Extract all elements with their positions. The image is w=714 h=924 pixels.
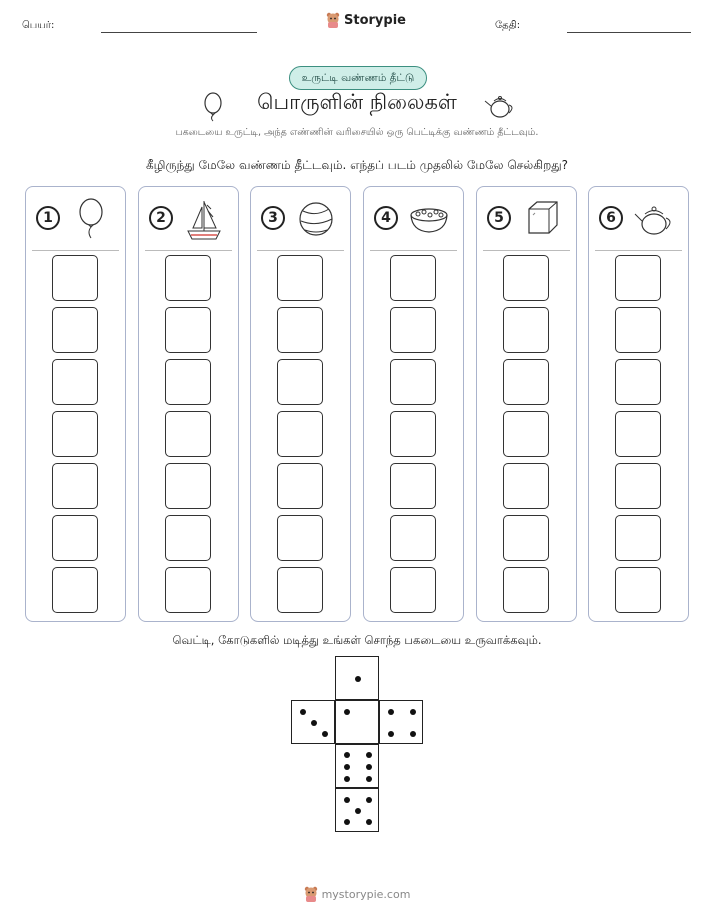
color-box[interactable]: [503, 567, 549, 613]
color-box[interactable]: [277, 411, 323, 457]
footer: [0, 886, 714, 902]
color-box[interactable]: [390, 359, 436, 405]
column-number: 6: [599, 206, 623, 230]
brand-name: Storypie: [344, 12, 406, 28]
page-subtitle: பகடையை உருட்டி, அந்த எண்ணின் வரிசையில் ஒரு பெட்டிக்கு வண்ணம் தீட்டவும்.: [175, 127, 539, 138]
dice-column-3: [250, 186, 351, 622]
bear-mascot-icon: [304, 886, 318, 902]
date-label: தேதி:: [495, 20, 521, 31]
teapot-icon: [484, 92, 516, 120]
color-box[interactable]: [277, 255, 323, 301]
bear-mascot-icon: [326, 12, 340, 28]
color-box[interactable]: [52, 359, 98, 405]
dice-column-6: [588, 186, 689, 622]
color-box[interactable]: [503, 411, 549, 457]
color-box[interactable]: [390, 307, 436, 353]
dice-column-4: [363, 186, 464, 622]
color-box[interactable]: [52, 411, 98, 457]
cut-instruction: வெட்டி, கோடுகளில் மடித்து உங்கள் சொந்த பகடையை உருவாக்கவும்.: [172, 633, 542, 647]
column-header: [26, 187, 125, 251]
color-box[interactable]: [503, 255, 549, 301]
color-box[interactable]: [165, 307, 211, 353]
ball-icon: [295, 197, 337, 241]
color-box[interactable]: [277, 359, 323, 405]
column-number: 1: [36, 206, 60, 230]
color-box[interactable]: [390, 515, 436, 561]
color-box[interactable]: [165, 411, 211, 457]
column-number: 5: [487, 206, 511, 230]
color-box[interactable]: [390, 411, 436, 457]
column-header: [251, 187, 350, 251]
color-box[interactable]: [277, 307, 323, 353]
dice-column-1: [25, 186, 126, 622]
ice-cube-icon: [521, 197, 563, 241]
color-box[interactable]: [503, 515, 549, 561]
color-box[interactable]: [503, 463, 549, 509]
column-number: 4: [374, 206, 398, 230]
column-header: [364, 187, 463, 251]
color-box[interactable]: [503, 359, 549, 405]
color-box[interactable]: [615, 307, 661, 353]
color-box[interactable]: [615, 411, 661, 457]
column-header: [139, 187, 238, 251]
color-box[interactable]: [165, 567, 211, 613]
dice-face-1: [335, 656, 379, 700]
balloon-icon: [70, 197, 112, 241]
activity-tag: உருட்டி வண்ணம் தீட்டு: [289, 66, 427, 90]
color-box[interactable]: [52, 515, 98, 561]
color-box[interactable]: [615, 463, 661, 509]
color-box[interactable]: [615, 255, 661, 301]
color-box[interactable]: [390, 255, 436, 301]
dice-face-1: [335, 700, 379, 744]
dice-face-4: [379, 700, 423, 744]
color-box[interactable]: [615, 515, 661, 561]
color-box[interactable]: [277, 463, 323, 509]
color-box[interactable]: [165, 515, 211, 561]
color-box[interactable]: [52, 567, 98, 613]
color-box[interactable]: [165, 463, 211, 509]
color-box[interactable]: [390, 463, 436, 509]
color-box[interactable]: [615, 567, 661, 613]
page-title: பொருளின் நிலைகள்: [257, 90, 457, 114]
color-box[interactable]: [390, 567, 436, 613]
teapot-icon: [633, 197, 675, 241]
column-number: 3: [261, 206, 285, 230]
column-number: 2: [149, 206, 173, 230]
cereal-bowl-icon: [408, 197, 450, 241]
color-box[interactable]: [615, 359, 661, 405]
color-box[interactable]: [503, 307, 549, 353]
question-text: கீழிருந்து மேலே வண்ணம் தீட்டவும். எந்தப் படம் முதலில் மேலே செல்கிறது?: [145, 158, 569, 172]
dice-column-5: [476, 186, 577, 622]
dice-face-6: [335, 744, 379, 788]
dice-column-2: [138, 186, 239, 622]
dice-face-3: [291, 700, 335, 744]
color-box[interactable]: [52, 307, 98, 353]
color-box[interactable]: [165, 359, 211, 405]
sailboat-icon: [183, 197, 225, 241]
color-box[interactable]: [277, 515, 323, 561]
color-box[interactable]: [277, 567, 323, 613]
brand-logo: [326, 12, 406, 28]
footer-url[interactable]: mystorypie.com: [321, 887, 411, 901]
color-box[interactable]: [52, 463, 98, 509]
column-header: [589, 187, 688, 251]
column-header: [477, 187, 576, 251]
dice-face-5: [335, 788, 379, 832]
date-line[interactable]: [567, 32, 691, 33]
name-label: பெயர்:: [22, 20, 55, 31]
color-box[interactable]: [52, 255, 98, 301]
color-box[interactable]: [165, 255, 211, 301]
name-line[interactable]: [101, 32, 257, 33]
